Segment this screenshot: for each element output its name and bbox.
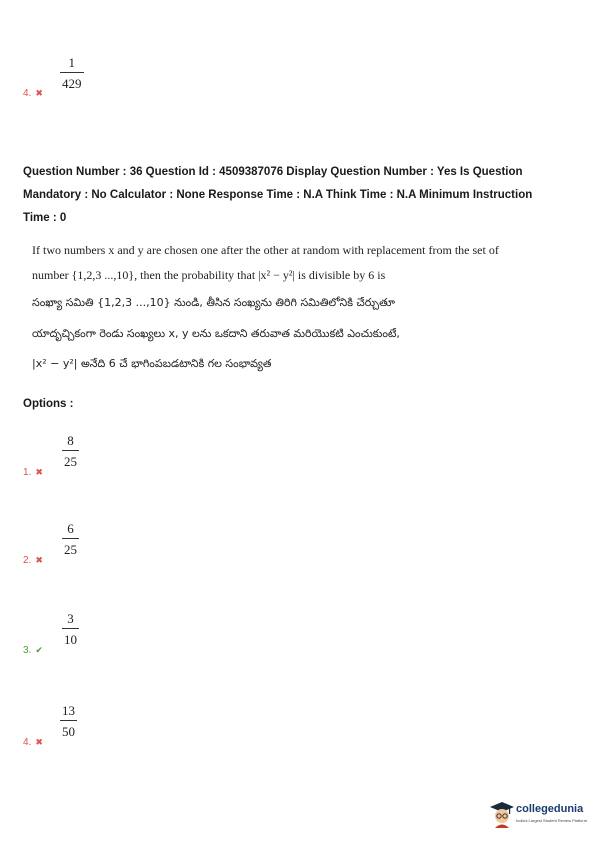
check-icon: ✔	[35, 645, 43, 655]
option-4-number	[23, 737, 43, 748]
fraction-numerator: 6	[67, 521, 74, 536]
fraction-bar	[62, 538, 79, 539]
option-3-number	[23, 645, 43, 656]
cross-icon: ✖	[35, 555, 43, 565]
fraction-bar	[60, 72, 84, 73]
fraction-numerator: 1	[68, 55, 75, 70]
option-3-fraction	[62, 611, 79, 647]
question-te-line-2: యాదృచ్చికంగా రెండు సంఖ్యలు x, y లను ఒకదాని తరువాత మరియొకటి ఎంచుకుంటే,	[32, 327, 400, 340]
question-te-line-1: సంఖ్యా సమితి {1,2,3 ...,10} నుండి, తీసిన సంఖ్యను తిరిగి సమితిలోనికి చేర్చుతూ	[32, 296, 396, 309]
logo-tagline: India's Largest Student Review Platform	[516, 818, 588, 823]
option-number-label: 4.	[23, 88, 32, 99]
option-number-label: 1.	[23, 467, 32, 478]
fraction-denominator: 429	[62, 76, 82, 91]
fraction-numerator: 13	[62, 703, 75, 718]
prev-option-fraction	[60, 55, 84, 91]
fraction-numerator: 8	[67, 433, 74, 448]
question-en-line-1: If two numbers x and y are chosen one after the other at random with replacement from the set of	[32, 243, 499, 257]
fraction-numerator: 3	[67, 611, 74, 626]
meta-line-3: Time : 0	[23, 212, 67, 224]
option-2-fraction	[62, 521, 79, 557]
fraction-bar	[62, 450, 79, 451]
option-1-fraction	[62, 433, 79, 469]
fraction-bar	[62, 628, 79, 629]
option-number-label: 3.	[23, 645, 32, 656]
fraction-denominator: 25	[64, 542, 77, 557]
logo-name: collegedunia	[516, 803, 584, 815]
meta-line-1: Question Number : 36 Question Id : 4509387076 Display Question Number : Yes Is Question	[23, 166, 523, 178]
option-2-number	[23, 555, 43, 566]
cross-icon: ✖	[35, 88, 43, 98]
collegedunia-logo-icon	[489, 800, 515, 830]
fraction-denominator: 50	[62, 724, 75, 739]
option-number-label: 4.	[23, 737, 32, 748]
cross-icon: ✖	[35, 467, 43, 477]
fraction-denominator: 25	[64, 454, 77, 469]
options-label: Options :	[23, 398, 74, 410]
prev-option-number	[23, 88, 43, 99]
question-en-line-2: number {1,2,3 ...,10}, then the probability that |x² − y²| is divisible by 6 is	[32, 268, 386, 282]
option-4-fraction	[60, 703, 77, 739]
fraction-bar	[60, 720, 77, 721]
option-number-label: 2.	[23, 555, 32, 566]
meta-line-2: Mandatory : No Calculator : None Response Time : N.A Think Time : N.A Minimum Instruction	[23, 189, 533, 201]
fraction-denominator: 10	[64, 632, 77, 647]
question-metadata	[23, 161, 583, 230]
option-1-number	[23, 467, 43, 478]
cross-icon: ✖	[35, 737, 43, 747]
question-te-line-3: |x² − y²| అనేది 6 చే భాగింపబడటానికి గల సంభావ్యత	[32, 357, 272, 370]
